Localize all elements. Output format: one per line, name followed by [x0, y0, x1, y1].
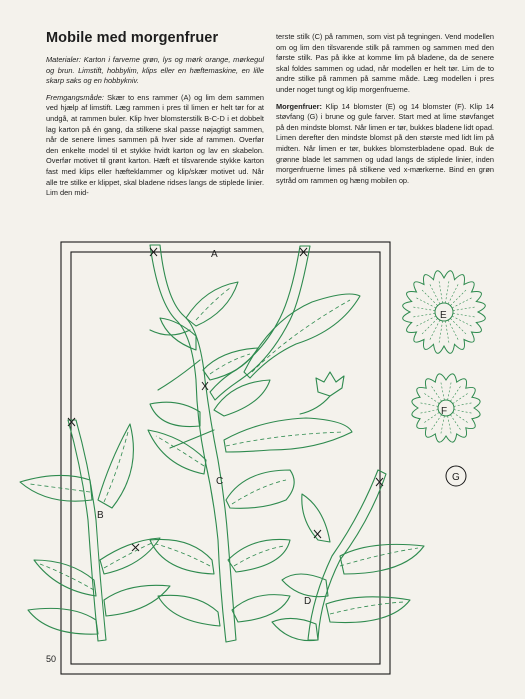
- flower-petal-line: [448, 382, 452, 400]
- flower-petal-line: [453, 313, 476, 317]
- flower-petal-line: [454, 403, 472, 407]
- bud-stem: [300, 396, 330, 414]
- flower-petal-line: [424, 393, 439, 403]
- leaf: [150, 402, 200, 426]
- morgenfruer-label: Morgenfruer:: [276, 101, 322, 111]
- frame-inner: [71, 252, 380, 664]
- flower-petal-line: [448, 283, 459, 304]
- leaf: [244, 294, 360, 378]
- flower-petal-line: [431, 415, 441, 430]
- procedure-text: Skær to ens rammer (A) og lim dem sammen ved hjælp af limstift. Læg rammen i pres til limen er helt tør for at undgå, at rammen buler. Klip hver blomsterstilk B-C-D i et dobbelt lag karton på én gang, da stilkene skal passe nøjagtigt sammen, når de senere limes sammen på hver side af rammen. Overfør den enkelte model til et stykke hvidt karton og lav en skabelon. Overfør motivet til grønt karton. Hæft et tilsvarende stykke karton fast med klips eller hæfteklammer og klip/skær motivet ud. Når alle tre stilke er klippet, skal bladene ridses langs de stiplede linier. Lim den mid-: [46, 92, 264, 198]
- page-title: Mobile med morgenfruer: [46, 30, 219, 46]
- x-mark: [132, 544, 139, 551]
- label-b: B: [97, 510, 104, 521]
- flower-petal-line: [431, 386, 441, 401]
- leaf: [302, 494, 330, 542]
- label-a: A: [211, 249, 218, 260]
- label-d: D: [304, 596, 312, 607]
- leaf: [158, 595, 220, 626]
- leaf: [28, 608, 98, 634]
- label-c: C: [216, 476, 224, 487]
- flower-petal-line: [415, 297, 436, 308]
- leaf: [272, 618, 318, 640]
- leaf: [150, 539, 214, 574]
- flower-petal-line: [454, 410, 472, 414]
- flower-petal-line: [452, 297, 473, 308]
- flower-petal-line: [453, 307, 476, 311]
- flower-petal-line: [450, 318, 466, 334]
- bud-flower: [316, 372, 344, 396]
- flower-petal-line: [421, 318, 437, 334]
- flower-petal-line: [450, 415, 460, 430]
- stem-b: [68, 420, 106, 641]
- flower-petal-line: [445, 321, 449, 344]
- flower-petal-line: [441, 416, 445, 434]
- flower-petal-line: [450, 289, 466, 305]
- flower-petal-line: [420, 403, 438, 407]
- fold-lines: [30, 288, 418, 614]
- leaf: [224, 418, 352, 452]
- flower-petal-line: [420, 410, 438, 414]
- leaf: [326, 597, 410, 623]
- flower-petal-line: [412, 307, 435, 311]
- leaf: [104, 585, 170, 616]
- frame-outer: [61, 242, 390, 674]
- flower-petal-line: [421, 289, 437, 305]
- label-g: G: [452, 472, 460, 483]
- flower-petal-line: [448, 320, 459, 341]
- leaf: [20, 475, 92, 501]
- flower-petal-line: [439, 280, 443, 303]
- frame-a: [61, 242, 390, 674]
- leaf: [228, 539, 290, 572]
- morgenfruer-text: Klip 14 blomster (E) og 14 blomster (F). Klip 14 støvfang (G) i brune og gule farver. Start med at lime støvfanget på den mindste blomst. Når limen er tør, bukkes bladene lidt opad. Limen derefter den mindste blomst på den største med lidt lim på midten. Når limen er tør, bukkes blomsterbladene opad. Buk de grønne blade let sammen og udad langs de stiplede linier, inden morgenfruerne limes på stilkene ved x-mærkerne. Bind en grøn sytråd om rammen og hæng mobilen op.: [276, 101, 494, 185]
- procedure-label: Fremgangsmåde:: [46, 92, 104, 102]
- stem-c-branch-left: [150, 330, 214, 448]
- leaf: [203, 348, 258, 380]
- materials-text: Karton i farverne grøn, lys og mørk orange, mørkegul og brun. Limstift, hobbylim, klips eller en hæftemaskine, en lille skarp saks og en hobbykniv.: [46, 55, 264, 86]
- flower-petal-line: [452, 316, 473, 327]
- flower-petal-line: [453, 393, 468, 403]
- x-mark: [314, 530, 321, 538]
- flower-petal-line: [441, 382, 445, 400]
- label-f: F: [441, 406, 448, 417]
- stem-c-branch-right: [210, 246, 310, 400]
- leaf: [232, 595, 290, 622]
- flower-petal-line: [450, 386, 460, 401]
- flower-petal-line: [415, 316, 436, 327]
- materials-label: Materialer:: [46, 55, 81, 64]
- continuation-paragraph: terste stilk (C) på rammen, som vist på tegningen. Vend modellen om og lim den tilsvarende stilk på rammen og sammen med den første stilk. Pas på ikke at komme lim på bladene, da de senere skal foldes sammen og udad, når modellen er helt tør. Lim de to andre stilke på rammen på samme måde. Læg modellen i pres under noget tungt og klip morgenfruerne.: [276, 32, 494, 94]
- flower-petal-line: [412, 313, 435, 317]
- stem-c: [150, 245, 236, 642]
- flower-petal-line: [429, 320, 440, 341]
- leaf: [214, 380, 270, 416]
- flower-petal-line: [453, 412, 468, 422]
- flower-petal-line: [429, 283, 440, 304]
- leaf: [98, 424, 133, 508]
- leaf: [282, 574, 328, 597]
- stem-d: [308, 470, 386, 640]
- flower-petal-line: [448, 416, 452, 434]
- x-marks: [68, 248, 383, 551]
- flower-petal-line: [439, 321, 443, 344]
- leaf: [186, 282, 238, 326]
- flower-petal-line: [445, 280, 449, 303]
- page-number: 50: [46, 654, 57, 664]
- flower-petal-line: [424, 412, 439, 422]
- label-e: E: [440, 310, 447, 321]
